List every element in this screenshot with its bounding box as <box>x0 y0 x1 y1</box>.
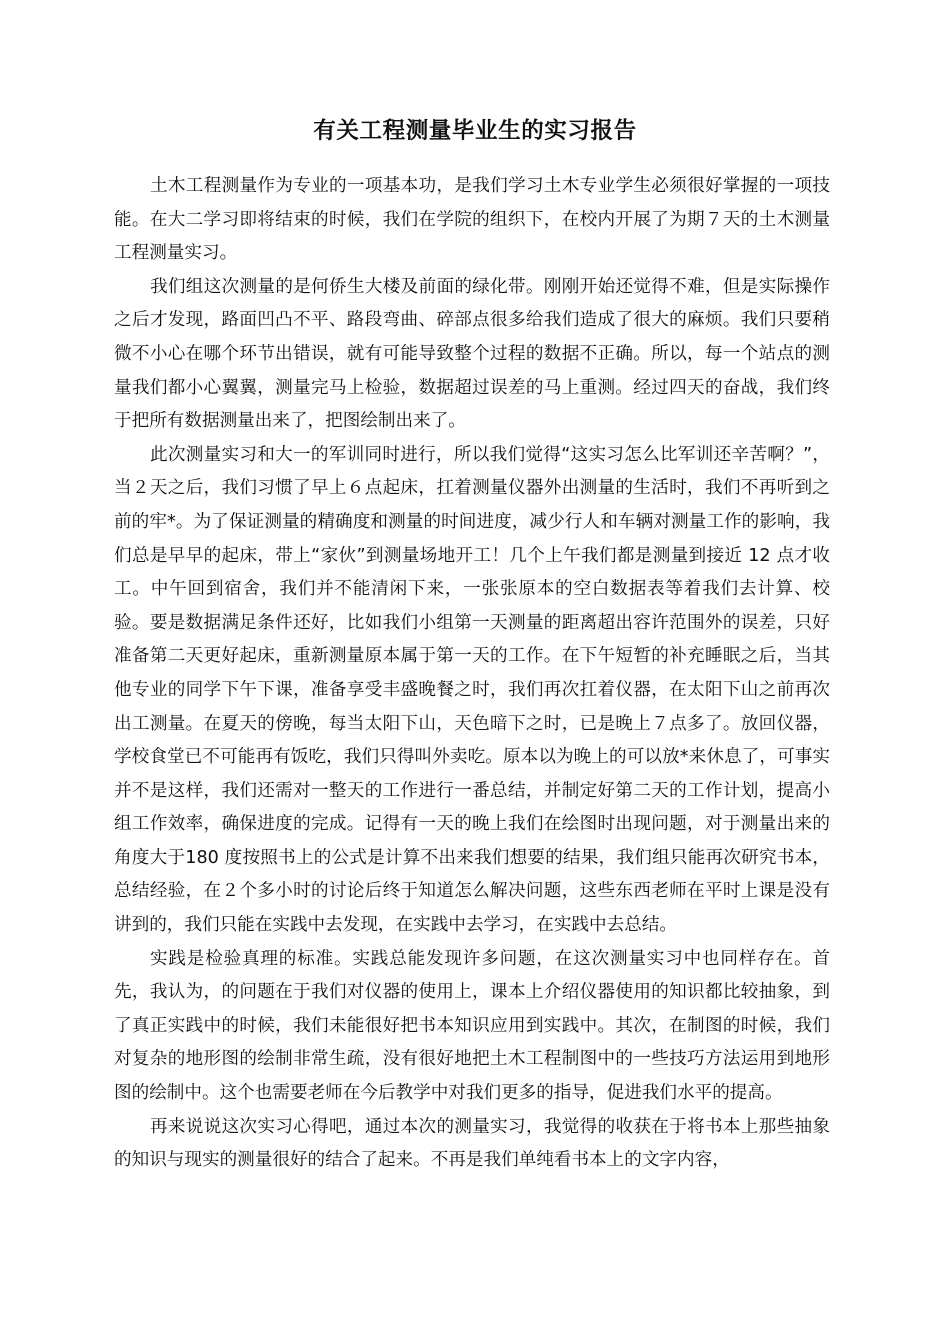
document-body <box>114 170 830 1178</box>
paragraph-5: 再来说说这次实习心得吧，通过本次的测量实习，我觉得的收获在于将书本上那些抽象的知识与现实的测量很好的结合了起来。不再是我们单纯看书本上的文字内容， <box>114 1116 830 1171</box>
paragraph-4: 实践是检验真理的标准。实践总能发现许多问题，在这次测量实习中也同样存在。首先，我认为，的问题在于我们对仪器的使用上，课本上介绍仪器使用的知识都比较抽象，到了真正实践中的时候，我们未能很好把书本知识应用到实践中。其次，在制图的时候，我们对复杂的地形图的绘制非常生疏，没有很好地把土木工程制图中的一些技巧方法运用到地形图的绘制中。这个也需要老师在今后教学中对我们更多的指导，促进我们水平的提高。 <box>114 948 830 1104</box>
paragraph-1: 土木工程测量作为专业的一项基本功，是我们学习土木专业学生必须很好掌握的一项技能。在大二学习即将结束的时候，我们在学院的组织下，在校内开展了为期７天的土木测量工程测量实习。 <box>114 176 830 264</box>
paragraph-2: 我们组这次测量的是何侨生大楼及前面的绿化带。刚刚开始还觉得不难，但是实际操作之后才发现，路面凹凸不平、路段弯曲、碎部点很多给我们造成了很大的麻烦。我们只要稍微不小心在哪个环节出错误，就有可能导致整个过程的数据不正确。所以，每一个站点的测量我们都小心翼翼，测量完马上检验，数据超过误差的马上重测。经过四天的奋战，我们终于把所有数据测量出来了，把图绘制出来了。 <box>114 276 830 432</box>
document-title: 有关工程测量毕业生的实习报告 <box>313 118 637 144</box>
paragraph-3: 此次测量实习和大一的军训同时进行，所以我们觉得“这实习怎么比军训还辛苦啊？”，当２天之后，我们习惯了早上６点起床，扛着测量仪器外出测量的生活时，我们不再听到之前的牢*。为了保证测量的精确度和测量的时间进度，减少行人和车辆对测量工作的影响，我们总是早早的起床，带上“家伙”到测量场地开工！几个上午我们都是测量到接近 12 点才收工。中午回到宿舍，我们并不能清闲下来，一张张原本的空白数据表等着我们去计算、校验。要是数据满足条件还好，比如我们小组第一天测量的距离超出容许范围外的误差，只好准备第二天更好起床，重新测量原本属于第一天的工作。在下午短暂的补充睡眠之后，当其他专业的同学下午下课，准备享受丰盛晚餐之时，我们再次扛着仪器，在太阳下山之前再次出工测量。在夏天的傍晚，每当太阳下山，天色暗下之时，已是晚上７点多了。放回仪器，学校食堂已不可能再有饭吃，我们只得叫外卖吃。原本以为晚上的可以放*来休息了，可事实并不是这样，我们还需对一整天的工作进行一番总结，并制定好第二天的工作计划，提高小组工作效率，确保进度的完成。记得有一天的晚上我们在绘图时出现问题，对于测量出来的角度大于180 度按照书上的公式是计算不出来我们想要的结果，我们组只能再次研究书本，总结经验，在２个多小时的讨论后终于知道怎么解决问题，这些东西老师在平时上课是没有讲到的，我们只能在实践中去发现，在实践中去学习，在实践中去总结。 <box>114 444 830 936</box>
